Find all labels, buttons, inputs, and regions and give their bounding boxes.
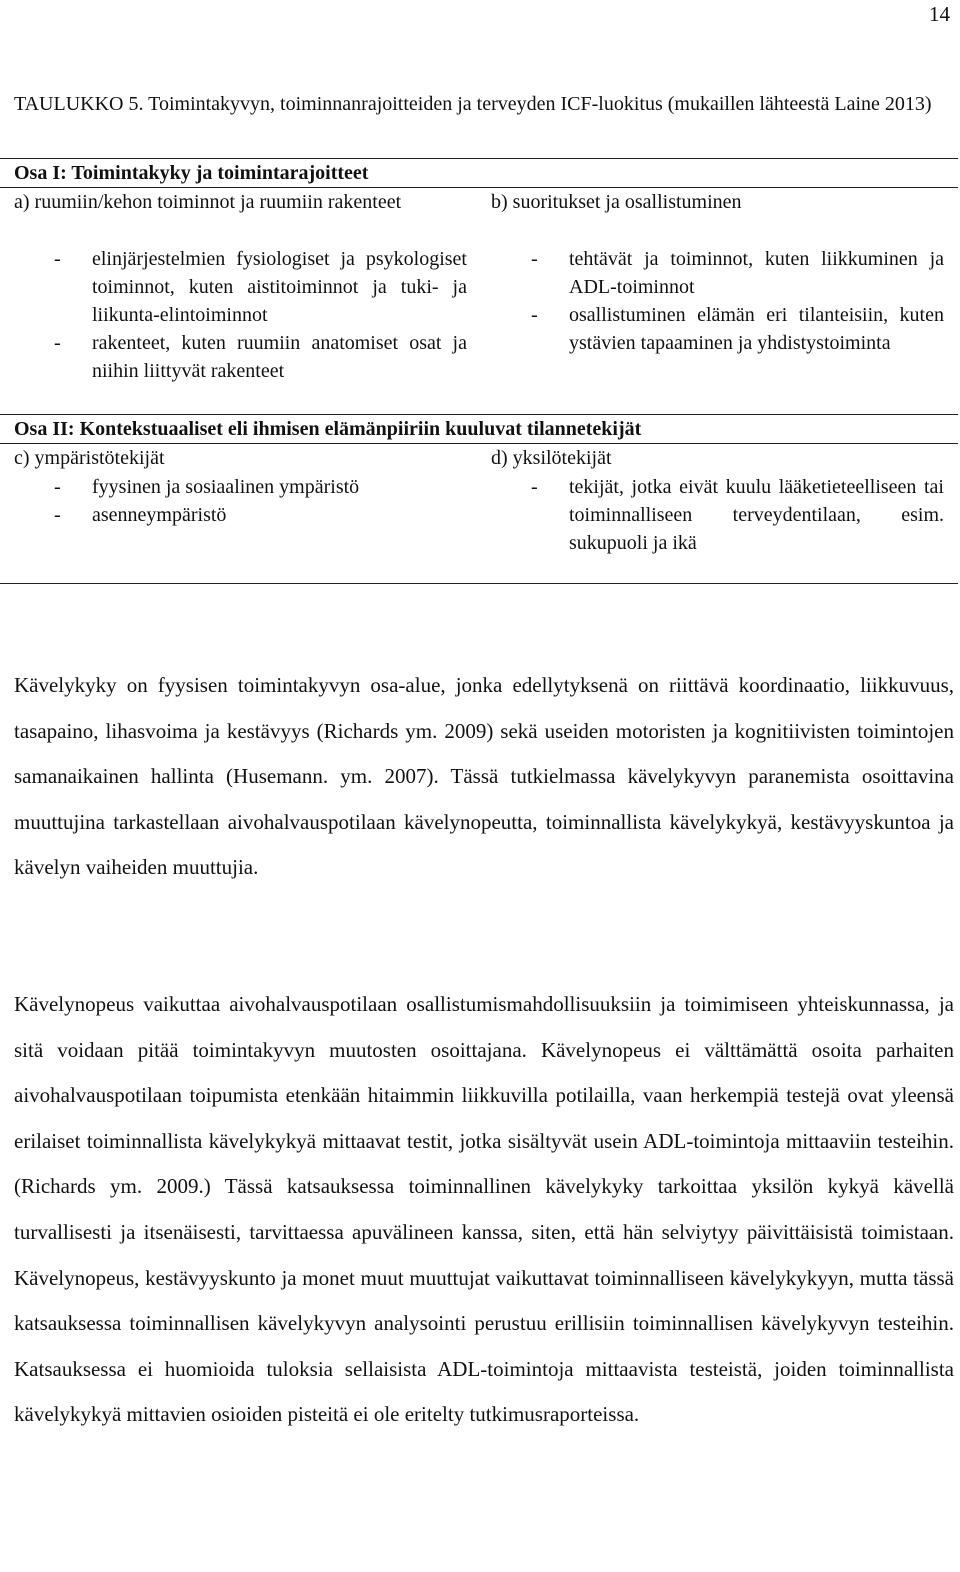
bullet-dash: - bbox=[54, 504, 61, 526]
column-b-heading: b) suoritukset ja osallistuminen bbox=[491, 191, 742, 213]
bullet-dash: - bbox=[531, 248, 538, 270]
list-item: - fyysinen ja sosiaalinen ympäristö bbox=[14, 473, 467, 501]
column-d-heading: d) yksilötekijät bbox=[491, 447, 612, 469]
column-c-heading: c) ympäristötekijät bbox=[14, 447, 165, 469]
bullet-dash: - bbox=[54, 332, 61, 354]
page-number: 14 bbox=[929, 2, 950, 26]
bullet-dash: - bbox=[54, 248, 61, 270]
body-paragraph-2: Kävelynopeus vaikuttaa aivohalvauspotilaan osallistumismahdollisuuksiin ja toimimiseen yhteiskunnassa, ja sitä voidaan pitää toimintakyvyn muutosten osoittajana. Kävelynopeus ei välttämättä osoita parhaiten aivohalvauspotilaan toipumista etenkään hitaimmin liikkuvilla potilailla, vaan herkempiä testejä ovat yleensä erilaiset toiminnallista kävelykykyä mittaavat testit, jotka sisältyvät usein ADL-toimintoja mittaaviin testeihin. (Richards ym. 2009.) Tässä katsauksessa toiminnallinen kävelykyky tarkoittaa yksilön kykyä kävellä turvallisesti ja itsenäisesti, tarvittaessa apuvälineen kanssa, siten, että hän selviytyy päivittäisistä toimistaan. Kävelynopeus, kestävyyskunto ja monet muut muuttujat vaikuttavat toiminnalliseen kävelykykyyn, mutta tässä katsauksessa toiminnallisen kävelykyvyn analysointi perustuu erillisiin toiminnallisen kävelykyvyn testeihin. Katsauksessa ei huomioida tuloksia sellaisista ADL-toimintoja mittaavista testeistä, joiden toiminnallista kävelykykyä mittavien osioiden pisteitä ei ole eritelty tutkimusraporteissa. bbox=[14, 992, 954, 1427]
bullet-dash: - bbox=[531, 304, 538, 326]
list-item: - elinjärjestelmien fysiologiset ja psykologiset toiminnot, kuten aistitoiminnot ja tuki- ja liikunta-elintoiminnot bbox=[14, 245, 467, 329]
body-paragraph-1: Kävelykyky on fyysisen toimintakyvyn osa-alue, jonka edellytyksenä on riittävä koordinaatio, liikkuvuus, tasapaino, lihasvoima ja kestävyys (Richards ym. 2009) sekä useiden motoristen ja kognitiivisten toimintojen samanaikainen hallinta (Husemann. ym. 2007). Tässä tutkielmassa kävelykyvyn paranemista osoittavina muuttujina tarkastellaan aivohalvauspotilaan kävelynopeutta, toiminnallista kävelykykyä, kestävyyskuntoa ja kävelyn vaiheiden muuttujia. bbox=[14, 673, 954, 880]
part2-title: Osa II: Kontekstuaaliset eli ihmisen elämänpiiriin kuuluvat tilannetekijät bbox=[14, 418, 642, 440]
bullet-dash: - bbox=[54, 476, 61, 498]
list-item: - osallistuminen elämän eri tilanteisiin, kuten ystävien tapaaminen ja yhdistystoiminta bbox=[491, 301, 944, 357]
column-c-list bbox=[14, 473, 467, 529]
column-a-list bbox=[14, 245, 467, 385]
list-item: - rakenteet, kuten ruumiin anatomiset osat ja niihin liittyvät rakenteet bbox=[14, 329, 467, 385]
list-item: - asenneympäristö bbox=[14, 501, 467, 529]
table-bottom-rule bbox=[0, 583, 958, 584]
column-d-list bbox=[491, 473, 944, 557]
bullet-dash: - bbox=[531, 476, 538, 498]
table-caption: TAULUKKO 5. Toimintakyvyn, toiminnanrajoitteiden ja terveyden ICF-luokitus (mukaillen lähteestä Laine 2013) bbox=[14, 93, 932, 115]
list-item: - tekijät, jotka eivät kuulu lääketieteelliseen tai toiminnalliseen terveydentilaan, esim. sukupuoli ja ikä bbox=[491, 473, 944, 557]
list-item: - tehtävät ja toiminnot, kuten liikkuminen ja ADL-toiminnot bbox=[491, 245, 944, 301]
part1-title: Osa I: Toimintakyky ja toimintarajoitteet bbox=[14, 162, 369, 184]
column-a-heading: a) ruumiin/kehon toiminnot ja ruumiin rakenteet bbox=[14, 191, 402, 213]
column-b-list bbox=[491, 245, 944, 357]
